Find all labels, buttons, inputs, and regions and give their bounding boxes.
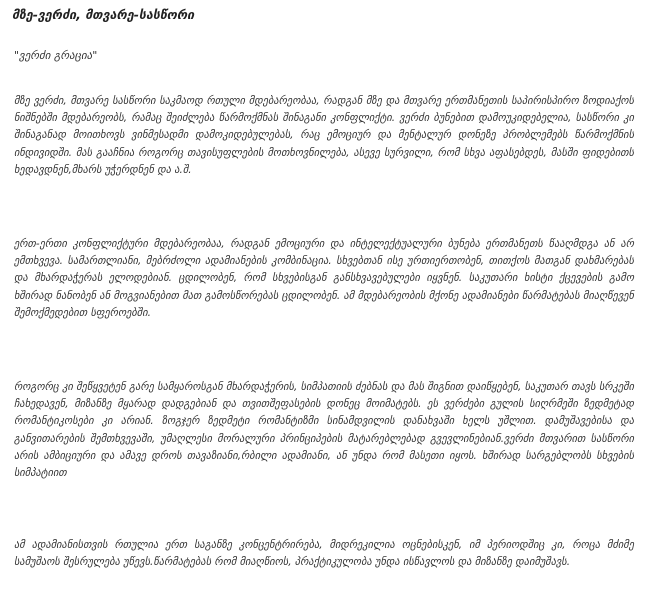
article-title: მზე-ვერძი, მთვარე-სასწორი (12, 7, 195, 22)
article-paragraph: ამ ადამიანისთვის რთულია ერთ საგანზე კონცენტრირება, მიდრეკილია ოცნებისკენ, იმ პერიოდშიც კი, როცა მძიმე სამუშაოს შესრულება უწევს.წარმატებას რომ მიაღწიოს, პრაქტიკულობა უნდა ისწავლოს და მიზანზე დაიმუშავს. (14, 539, 634, 569)
article-paragraph: როგორც კი შეწყვეტენ გარე სამყაროსგან მხარდაჭერის, სიმპათიის ძებნას და მას შიგნით დაიწყებენ, საკუთარ თავს სრკეში ჩახედავენ, მიზანზე მყარად დადგებიან და თვითშეფასების დონეც მოიმატებს. ეს ვერძები გულის სიღრმეში ზედმეტად რომანტიკოსები კი არიან. ზოგჯერ ზედმეტი რომანტიზმი სინამდვილის დანახვაში ხელს უშლით. დამუშავებისა და განვითარების შემთხვევაში, უმაღლესი მორალური პრინციპების მატარებლებად გვევლინებიან.ვერძი მთვარით სასწორი არის ამბიციური და ამავე დროს თავაზიანი,რბილი ადამიანი, ან უნდა რომ მასეთი იყოს. ხშირად სარგებლობს სხვების სიმპატიით (14, 381, 634, 480)
article-paragraph: მზე ვერძი, მთვარე სასწორი საკმაოდ რთული მდებარეობაა, რადგან მზე და მთვარე ერთმანეთის საპირისპირო ზოდიაქოს ნიშნებში მდებარეობს, რამაც შეიძლება წარმოქმნას შინაგანი კონფლიქტი. ვერძი ბუნებით დამოუკიდებელია, სასწორი კი შინაგანად მოითხოვს ვინმესადმი დამოკიდებულებას, რაც ემოციურ და მენტალურ დონეზე პრობლემებს წარმოქმნის ინდივიდში. მას გააჩნია როგორც თავისუფლების მოთხოვნილება, ასევე სურვილი, რომ სხვა აფასებდეს, მასში ფიდებითს ხედავდნენ,მხარს უჭერდნენ და ა.შ. (14, 95, 634, 176)
article-subtitle: "ვერძი გრაცია" (14, 49, 98, 62)
article-paragraph: ერთ-ერთი კონფლიქტური მდებარეობაა, რადგან ემოციური და ინტელექტუალური ბუნება ერთმანეთს წააღმდგა ან არ ემთხვევა. სამართლიანი, მებრძოლი ადამიანების კომბინაცია. სხვებთან ისე ურთიერთობენ, თითქოს მათგან დახმარებას და მხარდაჭერას ელოდებიან. ცდილობენ, რომ სხვებისგან განსხვავებულები იყვნენ. საკუთარი ხისტი ქცევების გამო ხშირად ნანობენ ან მოგვიანებით მათ გამოსწორებას ცდილობენ. ამ მდებარეობის მქონე ადამიანები წარმატებას მიაღწევენ შემოქმედებით სფეროებში. (14, 238, 634, 319)
